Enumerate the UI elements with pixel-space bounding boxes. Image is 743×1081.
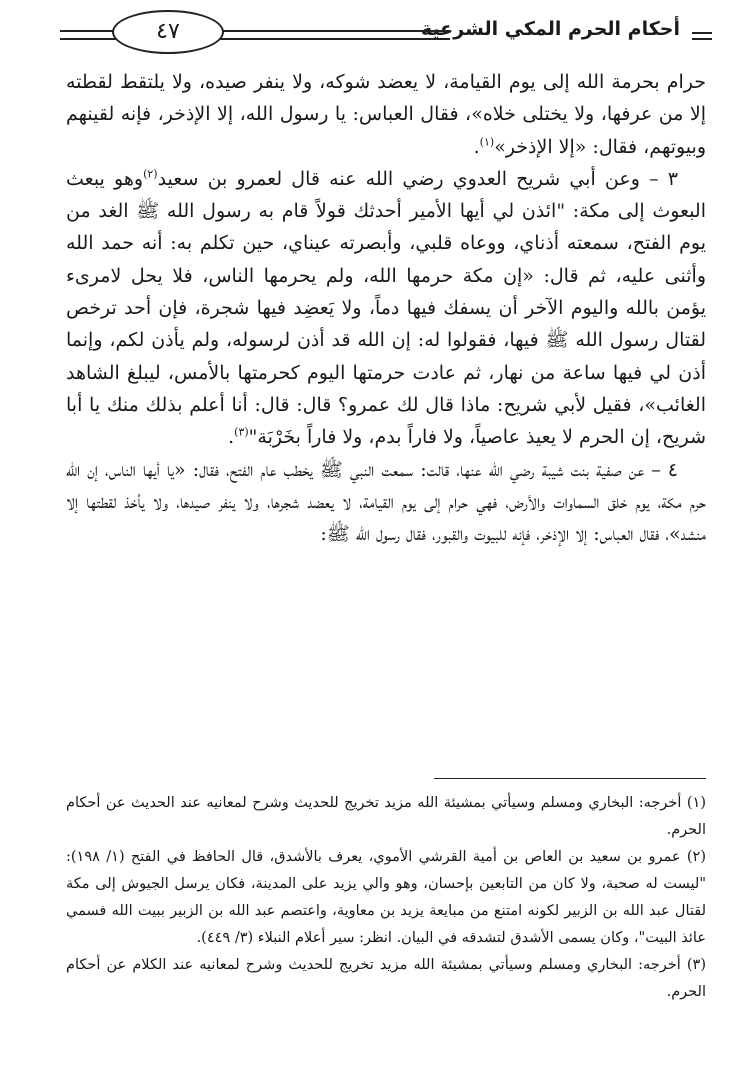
main-text	[66, 66, 706, 550]
page-header	[60, 10, 712, 56]
paragraph-continuation	[66, 66, 706, 163]
footnote-2: (٢) عمرو بن سعيد بن العاص بن أمية القرشي الأموي، يعرف بالأشدق، قال الحافظ في الفتح (١/ ١٩٨): "ليست له صحبة، ولا كان من التابعين بإحسان، وهو والي يزيد على المدينة، فكان يرسل الجيوش إلى مكة لقتال عبد الله بن الزبير لكونه امتنع من مبايعة يزيد بن معاوية، واعتصم عبد الله بن الزبير ببيت الله فسمي عائذ البيت"، وكان يسمى الأشدق لتشدقه في البيان. انظر: سير أعلام النبلاء (٣/ ٤٤٩).	[66, 849, 707, 946]
period: .	[228, 426, 235, 449]
footnote-ref-3: (٣)	[234, 425, 249, 439]
footnotes	[66, 790, 706, 1006]
page-number: ٤٧	[112, 10, 224, 54]
footnote-ref-2: (٢)	[143, 167, 158, 181]
paragraph-text: ٣ – وعن أبي شريح العدوي رضي الله عنه قال لعمرو بن سعيد	[157, 167, 678, 190]
paragraph-text: وهو يبعث البعوث إلى مكة: "ائذن لي أيها الأمير أحدثك قولاً قام به رسول الله ﷺ الغد من يوم الفتح، سمعته أذناي، ووعاه قلبي، وأبصرته عيناي، حين تكلم به: أنه حمد الله وأثنى عليه، ثم قال: «إن مكة حرمها الله، ولم يحرمها الناس، فلا يحل لامرىء يؤمن بالله واليوم الآخر أن يسفك فيها دماً، ولا يَعضِد فيها شجرة، فإن أحد ترخص لقتال رسول الله ﷺ فيها، فقولوا له: إن الله قد أذن لرسوله، ولم يأذن لكم، وإنما أذن لي فيها ساعة من نهار، ثم عادت حرمتها اليوم كحرمتها بالأمس، ليبلغ الشاهد الغائب»، فقيل لأبي شريح: ماذا قال لك عمرو؟ قال: قال: أنا أعلم بذلك منك يا أبا شريح، إن الحرم لا يعيذ عاصياً، ولا فاراً بدم، ولا فاراً بخَرْبَة"	[66, 167, 706, 449]
footnote-separator	[434, 778, 706, 779]
running-title: أحكام الحرم المكي الشرعية	[421, 18, 680, 40]
paragraph-hadith-4: ٤ – عن صفية بنت شيبة رضي الله عنها، قالت: سمعت النبي ﷺ يخطب عام الفتح، فقال: «يا أيها الناس، إن الله حرم مكة، يوم خلق السماوات والأرض، فهي حرام إلى يوم القيامة، لا يعضد شجرها، ولا ينفر صيدها، ولا يأخذ لقطتها إلا منشد»، فقال العباس: إلا الإذخر، فإنه للبيوت والقبور، فقال رسول الله ﷺ:	[66, 458, 706, 546]
footnote-ref-1: (١)	[479, 135, 495, 149]
period: .	[473, 135, 480, 158]
paragraph-text: حرام بحرمة الله إلى يوم القيامة، لا يعضد شوكه، ولا ينفر صيده، ولا يلتقط لقطته إلا من عرفها، ولا يختلى خلاه»، فقال العباس: يا رسول الله، إلا الإذخر، فإنه لقينهم وبيوتهم، فقال: «إلا الإذخر»	[66, 71, 706, 158]
paragraph-hadith-3	[66, 163, 706, 454]
footnote-1: (١) أخرجه: البخاري ومسلم وسيأتي بمشيئة الله مزيد تخريج للحديث وشرح لمعانيه عند الحديث عن أحكام الحرم.	[66, 795, 706, 838]
footnote-3: (٣) أخرجه: البخاري ومسلم وسيأتي بمشيئة الله مزيد تخريج للحديث وشرح لمعانيه عند الكلام عن أحكام الحرم.	[66, 957, 706, 1000]
header-ornament-dash	[692, 32, 712, 40]
